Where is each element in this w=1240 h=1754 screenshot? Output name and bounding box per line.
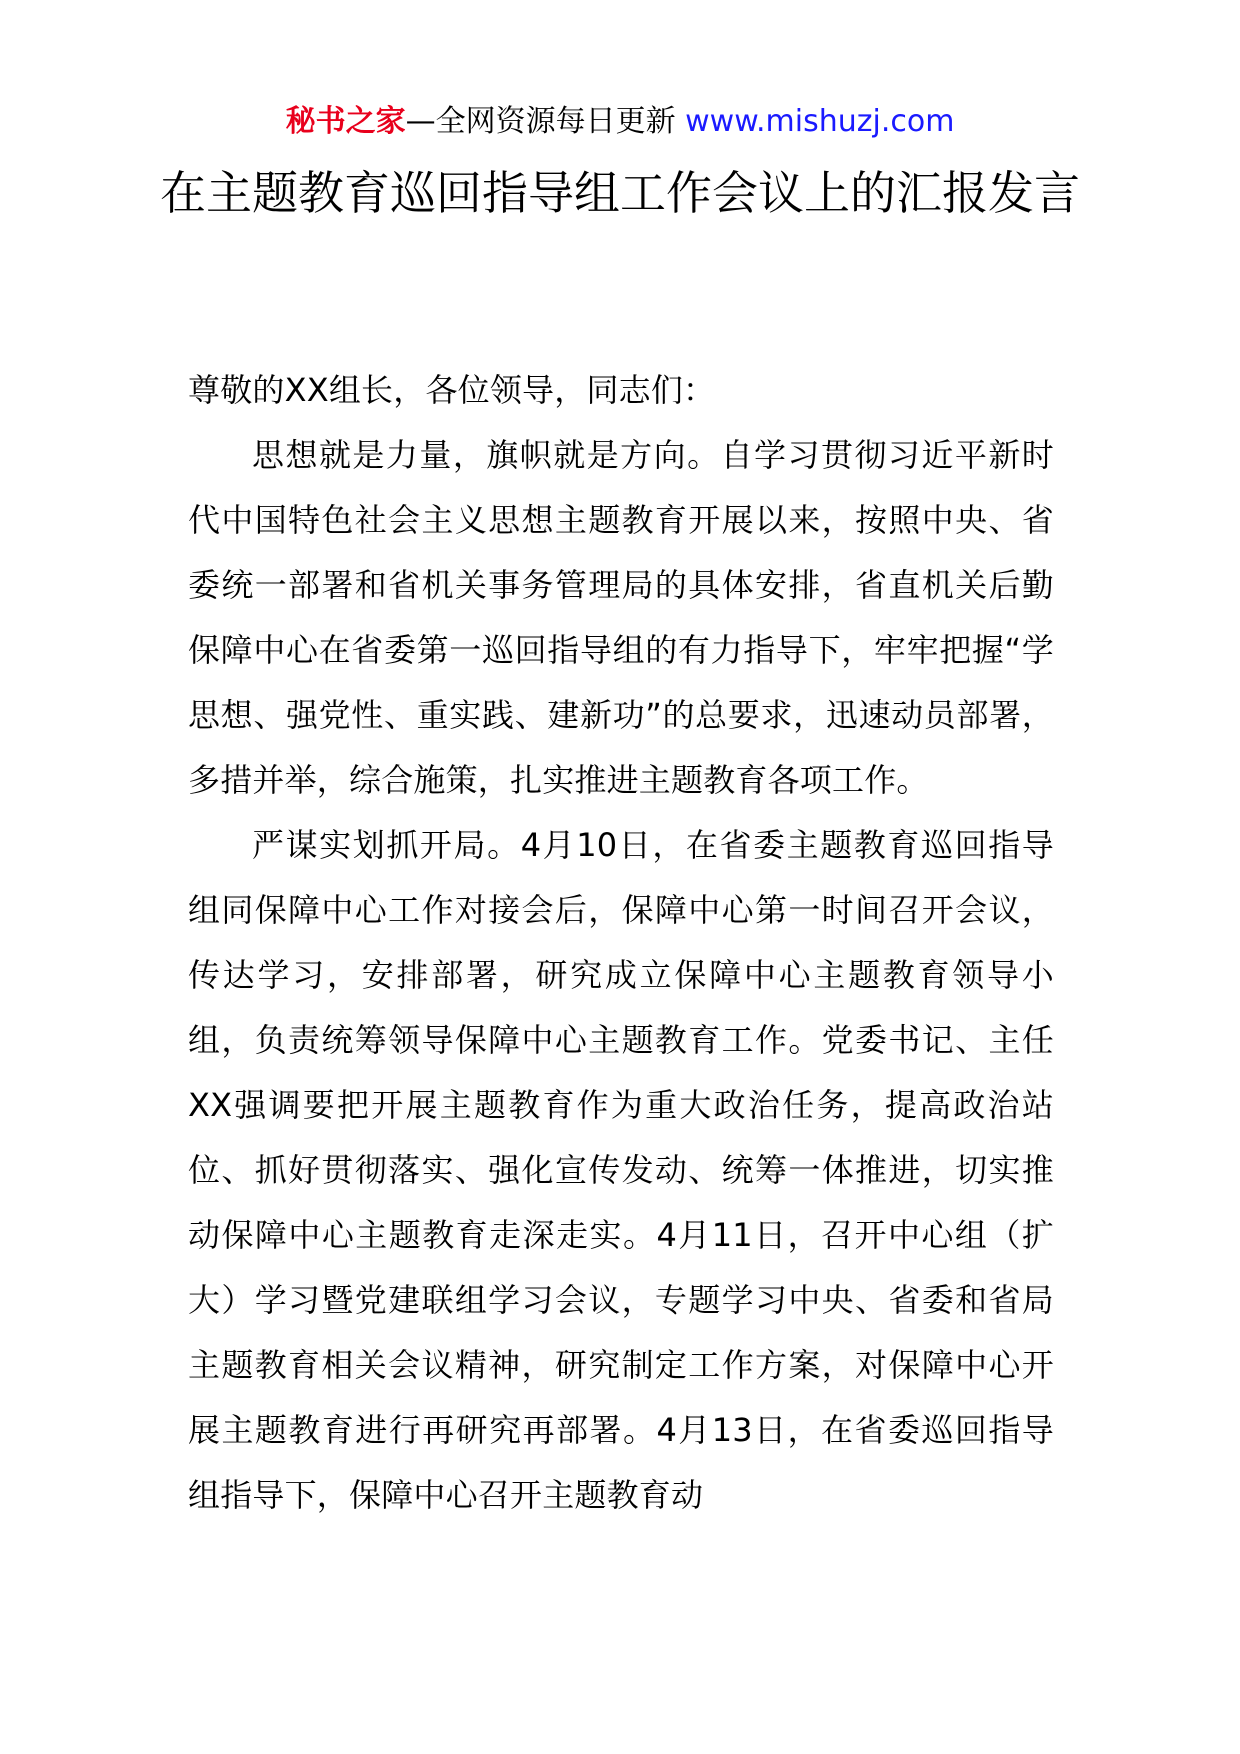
header-brand: 秘书之家: [285, 104, 406, 139]
salutation: 尊敬的XX组长，各位领导，同志们：: [188, 371, 716, 409]
header-url-link[interactable]: www.mishuzj.com: [685, 104, 955, 139]
document-title: 在主题教育巡回指导组工作会议上的汇报发言: [160, 166, 1080, 220]
paragraph: 严谋实划抓开局。4月10日，在省委主题教育巡回指导组同保障中心工作对接会后，保障中心第一时间召开会议，传达学习，安排部署，研究成立保障中心主题教育领导小组，负责统筹领导保障中心主题教育工作。党委书记、主任XX强调要把开展主题教育作为重大政治任务，提高政治站位、抓好贯彻落实、强化宣传发动、统筹一体推进，切实推动保障中心主题教育走深走实。4月11日，召开中心组（扩大）学习暨党建联组学习会议，专题学习中央、省委和省局主题教育相关会议精神，研究制定工作方案，对保障中心开展主题教育进行再研究再部署。4月13日，在省委巡回指导组指导下，保障中心召开主题教育动: [188, 826, 1054, 1514]
document-body: [188, 358, 1054, 1528]
header-tagline: —全网资源每日更新: [405, 104, 676, 139]
paragraph: 思想就是力量，旗帜就是方向。自学习贯彻习近平新时代中国特色社会主义思想主题教育开展以来，按照中央、省委统一部署和省机关事务管理局的具体安排，省直机关后勤保障中心在省委第一巡回指导组的有力指导下，牢牢把握“学思想、强党性、重实践、建新功”的总要求，迅速动员部署，多措并举，综合施策，扎实推进主题教育各项工作。: [188, 436, 1054, 799]
site-header: [0, 100, 1240, 144]
